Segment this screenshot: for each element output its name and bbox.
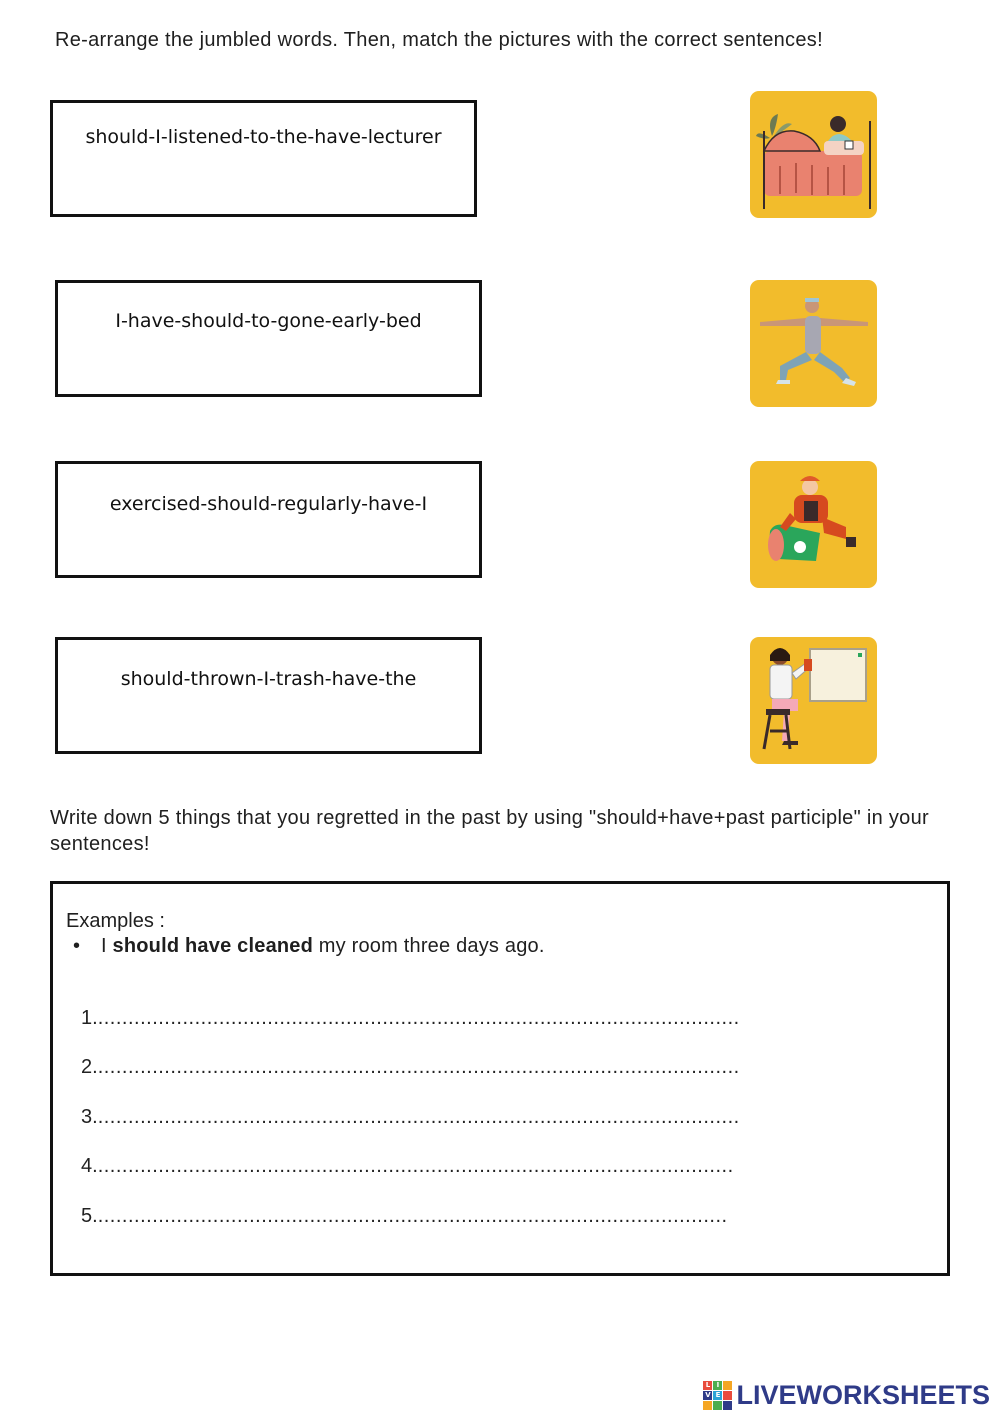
line-dots: ......................................................................................................... xyxy=(97,1155,734,1177)
answer-line-4[interactable] xyxy=(81,1155,734,1178)
bullet-icon: • xyxy=(73,935,81,957)
jumbled-text: should-thrown-I-trash-have-the xyxy=(120,668,417,690)
recycling-worker-icon[interactable] xyxy=(750,461,877,588)
line-number: 1. xyxy=(81,1007,98,1029)
jumbled-text: should-I-listened-to-the-have-lecturer xyxy=(85,126,442,148)
example-bold: should have cleaned xyxy=(112,935,314,957)
line-dots: .......................................................................................................... xyxy=(97,1007,740,1029)
line-number: 3. xyxy=(81,1106,98,1128)
liveworksheets-logo-icon: L I V E xyxy=(703,1381,732,1410)
person-in-bed-icon[interactable] xyxy=(750,91,877,218)
line-dots: ........................................................................................................ xyxy=(97,1205,728,1227)
example-prefix: I xyxy=(101,935,113,957)
jumbled-text: exercised-should-regularly-have-I xyxy=(109,493,428,515)
example-sentence xyxy=(73,935,545,958)
line-number: 4. xyxy=(81,1155,98,1177)
jumbled-text: I-have-should-to-gone-early-bed xyxy=(115,310,422,332)
answer-line-1[interactable] xyxy=(81,1007,740,1030)
jumbled-box-1[interactable] xyxy=(50,100,477,217)
instruction-write-regrets: Write down 5 things that you regretted in the past by using "should+have+past participle" in your sentences! xyxy=(50,807,929,855)
answer-line-5[interactable] xyxy=(81,1205,728,1228)
lecturer-at-board-icon[interactable] xyxy=(750,637,877,764)
line-number: 5. xyxy=(81,1205,98,1227)
yoga-pose-icon[interactable] xyxy=(750,280,877,407)
answer-line-3[interactable] xyxy=(81,1106,740,1129)
jumbled-box-2[interactable] xyxy=(55,280,482,397)
example-suffix: my room three days ago. xyxy=(313,935,545,957)
line-number: 2. xyxy=(81,1056,98,1078)
jumbled-box-3[interactable] xyxy=(55,461,482,578)
liveworksheets-brand xyxy=(703,1377,990,1413)
answer-line-2[interactable] xyxy=(81,1056,740,1079)
brand-name: LIVEWORKSHEETS xyxy=(736,1379,990,1410)
line-dots: .......................................................................................................... xyxy=(97,1106,740,1128)
line-dots: .......................................................................................................... xyxy=(97,1056,740,1078)
instruction-rearrange: Re-arrange the jumbled words. Then, match the pictures with the correct sentences! xyxy=(55,29,823,51)
jumbled-box-4[interactable] xyxy=(55,637,482,754)
answer-box xyxy=(50,881,950,1276)
examples-label: Examples : xyxy=(66,910,165,932)
